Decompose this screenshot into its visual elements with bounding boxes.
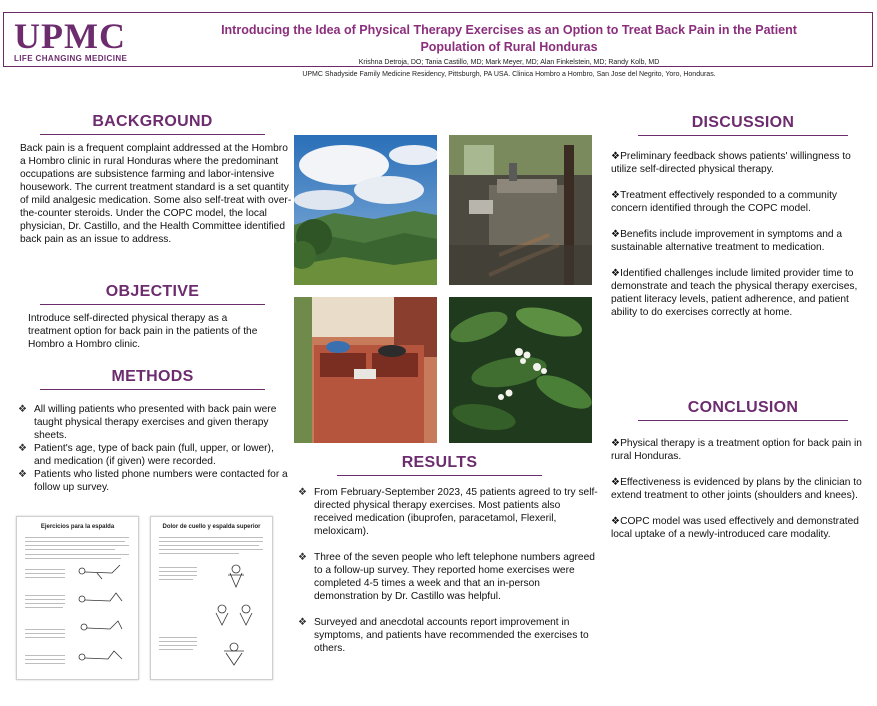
methods-list (18, 403, 290, 494)
therapy-sheet-back (16, 516, 139, 680)
methods-heading: METHODS (111, 368, 194, 385)
poster-title: Introducing the Idea of Physical Therapy Exercises as an Option to Treat Back Pain in the Patient Population of Rural Honduras (221, 23, 797, 54)
objective-heading: OBJECTIVE (105, 283, 200, 300)
results-item: ❖ From February-September 2023, 45 patients agreed to try self-directed physical therapy exercises. Most patients also received medication (ibuprofen, paracetamol, Flexeril, meloxicam). (298, 487, 598, 537)
diamond-bullet-icon: ❖ (298, 552, 307, 563)
background-heading: BACKGROUND (92, 113, 213, 130)
conclusion-rule (638, 420, 848, 421)
sheet-title: Dolor de cuello y espalda superior (162, 524, 261, 530)
methods-item: ❖ Patient's age, type of back pain (full, upper, or lower), and medication (if given) were recorded. (18, 443, 274, 467)
mountain-landscape-photo (294, 135, 437, 285)
diamond-bullet-icon: ❖ (298, 617, 307, 628)
exercise-figures-icon (72, 563, 132, 675)
results-item: ❖ Three of the seven people who left telephone numbers agreed to a follow-up survey. They reported home exercises were completed 4-5 times a week and that an in-person demonstration by Dr. Castillo was helpful. (298, 552, 595, 602)
logo-wordmark: UPMC (14, 16, 126, 56)
wash-basin-photo (294, 297, 437, 443)
therapy-sheet-neck (150, 516, 273, 680)
conclusion-item: ❖Effectiveness is evidenced by plans by the clinician to extend treatment to other joints (shoulders and knees). (611, 477, 862, 501)
objective-text (28, 312, 273, 351)
conclusion-item: ❖COPC model was used effectively and demonstrated local uptake of a newly-introduced care modality. (611, 516, 859, 540)
coffee-plant-photo (449, 297, 592, 443)
discussion-item: ❖Treatment effectively responded to a community concern identified through the COPC model. (611, 190, 838, 214)
methods-rule (40, 389, 265, 390)
methods-item: ❖ Patients who listed phone numbers were contacted for a follow up survey. (18, 469, 288, 493)
diamond-bullet-icon: ❖ (298, 487, 307, 498)
logo-tagline: LIFE CHANGING MEDICINE (14, 54, 128, 63)
author-list: Krishna Detroja, DO; Tania Castillo, MD; Mark Meyer, MD; Alan Finkelstein, MD; Randy Kolb, MD (358, 59, 660, 66)
discussion-item: ❖Preliminary feedback shows patients' willingness to utilize self-directed physical therapy. (611, 151, 851, 175)
objective-paragraph: Introduce self-directed physical therapy as a treatment option for back pain in the patients of the Hombro a Hombro clinic. (28, 313, 258, 350)
diamond-bullet-icon: ❖ (18, 404, 27, 415)
discussion-rule (638, 135, 848, 136)
conclusion-list (611, 437, 866, 554)
diamond-bullet-icon: ❖ (18, 469, 27, 480)
objective-rule (40, 304, 265, 305)
upmc-logo (14, 16, 156, 63)
sheet-title: Ejercicios para la espalda (40, 524, 115, 530)
conclusion-heading: CONCLUSION (687, 399, 799, 416)
conclusion-item: ❖Physical therapy is a treatment option for back pain in rural Honduras. (611, 438, 862, 462)
discussion-heading: DISCUSSION (691, 114, 795, 131)
diamond-bullet-icon: ❖ (18, 443, 27, 454)
results-list (298, 486, 600, 655)
discussion-item: ❖Identified challenges include limited provider time to demonstrate and teach the physical therapy exercises, patient literacy levels, patient adherence, and patient ability to do exercises correctly at home. (611, 268, 858, 318)
background-paragraph: Back pain is a frequent complaint addressed at the Hombro a Hombro clinic in rural Honduras where the predominant occupations are subsistence farming and labor-intensive housework. The current treatment standard is a set quantity of mild analgesic medication. Some also self-treat with over-the-counter steroids. Under the COPC model, the local physician, Dr. Castillo, and the Health Committee identified back pain as an issue to address. (20, 143, 292, 245)
results-heading: RESULTS (401, 454, 478, 471)
results-item: ❖ Surveyed and anecdotal accounts report improvement in symptoms, and patients have recommended the exercises to others. (298, 617, 589, 654)
background-rule (40, 134, 265, 135)
neck-exercise-figures-icon (206, 561, 266, 671)
discussion-list (611, 150, 866, 332)
background-text (20, 142, 292, 246)
poster-header (3, 12, 873, 78)
methods-item: ❖ All willing patients who presented with back pain were taught physical therapy exercises and given therapy sheets. (18, 404, 277, 441)
discussion-item: ❖Benefits include improvement in symptoms and a sustainable alternative treatment to medication. (611, 229, 843, 253)
affiliation: UPMC Shadyside Family Medicine Residency, Pittsburgh, PA USA. Clinica Hombro a Hombro, San Jose del Negrito, Yoro, Honduras. (302, 71, 716, 78)
clinic-stove-photo (449, 135, 592, 285)
results-rule (337, 475, 542, 476)
